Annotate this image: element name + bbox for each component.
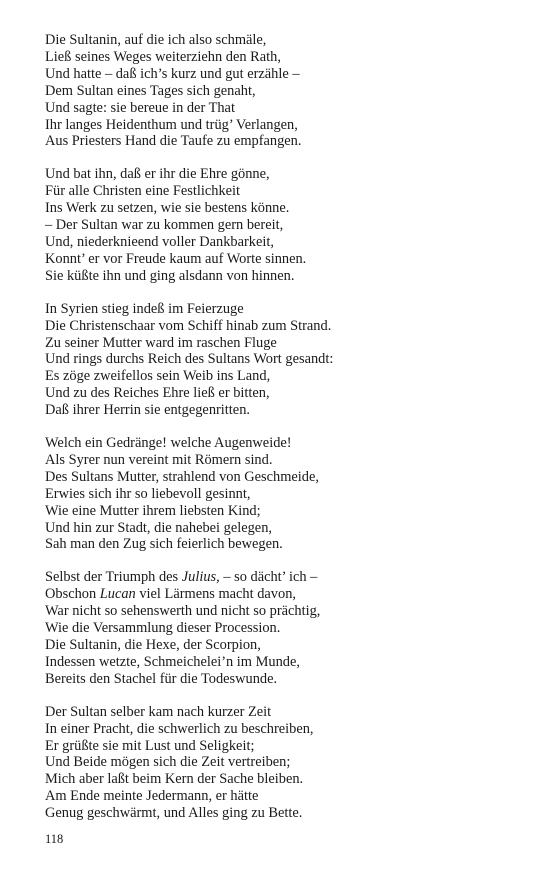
- line-text: Obschon: [45, 586, 100, 603]
- stanza: [45, 704, 515, 822]
- poem-line: Und hin zur Stadt, die nahebei gelegen,: [45, 519, 272, 536]
- stanza: [45, 569, 515, 687]
- poem-line: Am Ende meinte Jedermann, er hätte: [45, 788, 259, 805]
- poem-line: Wie eine Mutter ihrem liebsten Kind;: [45, 502, 261, 519]
- poem-line: Für alle Christen eine Festlichkeit: [45, 183, 241, 200]
- poem-line: Des Sultans Mutter, strahlend von Geschmeide,: [45, 468, 319, 485]
- poem-line: Genug geschwärmt, und Alles ging zu Bette.: [45, 805, 303, 822]
- poem-line: Die Sultanin, auf die ich also schmäle,: [45, 32, 267, 48]
- poem-line: Und, niederknieend voller Dankbarkeit,: [45, 233, 274, 250]
- line-text: Selbst der Triumph des: [45, 569, 182, 586]
- poem-line: Dem Sultan eines Tages sich genaht,: [45, 82, 256, 99]
- poem-line: Ließ seines Weges weiterziehn den Rath,: [45, 48, 281, 65]
- poem-line: Ins Werk zu setzen, wie sie bestens könne.: [45, 200, 290, 217]
- poem-line: Er grüßte sie mit Lust und Seligkeit;: [45, 737, 255, 754]
- poem-line-julius: [45, 569, 515, 586]
- poem-line: War nicht so sehenswerth und nicht so prächtig,: [45, 603, 321, 620]
- poem-line-lucan: [45, 586, 515, 603]
- poem-line: In Syrien stieg indeß im Feierzuge: [45, 300, 244, 317]
- poem-line: Welch ein Gedränge! welche Augenweide!: [45, 435, 292, 452]
- line-text: viel Lärmens macht davon,: [135, 586, 296, 603]
- page-number: 118: [45, 832, 64, 846]
- poem-line: Die Sultanin, die Hexe, der Scorpion,: [45, 637, 261, 653]
- poem-line: Und rings durchs Reich des Sultans Wort gesandt:: [45, 351, 334, 368]
- stanza: [45, 166, 515, 284]
- poem-line: Ihr langes Heidenthum und trüg’ Verlangen,: [45, 116, 298, 133]
- poem-line: Sie küßte ihn und ging alsdann von hinnen.: [45, 267, 295, 284]
- poem-line: Und zu des Reiches Ehre ließ er bitten,: [45, 385, 270, 402]
- poem-line: Bereits den Stachel für die Todeswunde.: [45, 670, 278, 687]
- poem-line: Sah man den Zug sich feierlich bewegen.: [45, 536, 283, 553]
- italic-name-lucan: Lucan: [99, 586, 136, 603]
- poem-line: Daß ihrer Herrin sie entgegenritten.: [45, 402, 250, 419]
- poem-line: Und Beide mögen sich die Zeit vertreiben;: [45, 754, 291, 771]
- poem-line: Aus Priesters Hand die Taufe zu empfangen.: [45, 133, 302, 150]
- stanza: [45, 435, 515, 553]
- poem-line: Zu seiner Mutter ward im raschen Fluge: [45, 334, 277, 351]
- poem-line: Und bat ihn, daß er ihr die Ehre gönne,: [45, 166, 270, 183]
- stanza: [45, 301, 515, 419]
- poem-page: [45, 32, 515, 838]
- stanza: [45, 32, 515, 150]
- poem-line: Konnt’ er vor Freude kaum auf Worte sinnen.: [45, 250, 307, 267]
- poem-line: Indessen wetzte, Schmeichelei’n im Munde,: [45, 653, 300, 670]
- italic-name-julius: Julius,: [181, 569, 220, 586]
- poem-line: Erwies sich ihr so liebevoll gesinnt,: [45, 485, 251, 502]
- poem-line: Und hatte – daß ich’s kurz und gut erzähle –: [45, 65, 300, 82]
- poem-line: Wie die Versammlung dieser Procession.: [45, 620, 281, 637]
- line-text: – so dächt’ ich –: [219, 569, 318, 586]
- poem-line: Es zöge zweifellos sein Weib ins Land,: [45, 368, 271, 385]
- poem-line: Der Sultan selber kam nach kurzer Zeit: [45, 703, 272, 720]
- poem-line: Mich aber laßt beim Kern der Sache bleiben.: [45, 771, 304, 788]
- poem-line: – Der Sultan war zu kommen gern bereit,: [45, 217, 284, 234]
- poem-line: Und sagte: sie bereue in der That: [45, 99, 235, 116]
- poem-line: Als Syrer nun vereint mit Römern sind.: [45, 451, 273, 468]
- poem-line: Die Christenschaar vom Schiff hinab zum Strand.: [45, 317, 332, 334]
- poem-line: In einer Pracht, die schwerlich zu beschreiben,: [45, 720, 314, 737]
